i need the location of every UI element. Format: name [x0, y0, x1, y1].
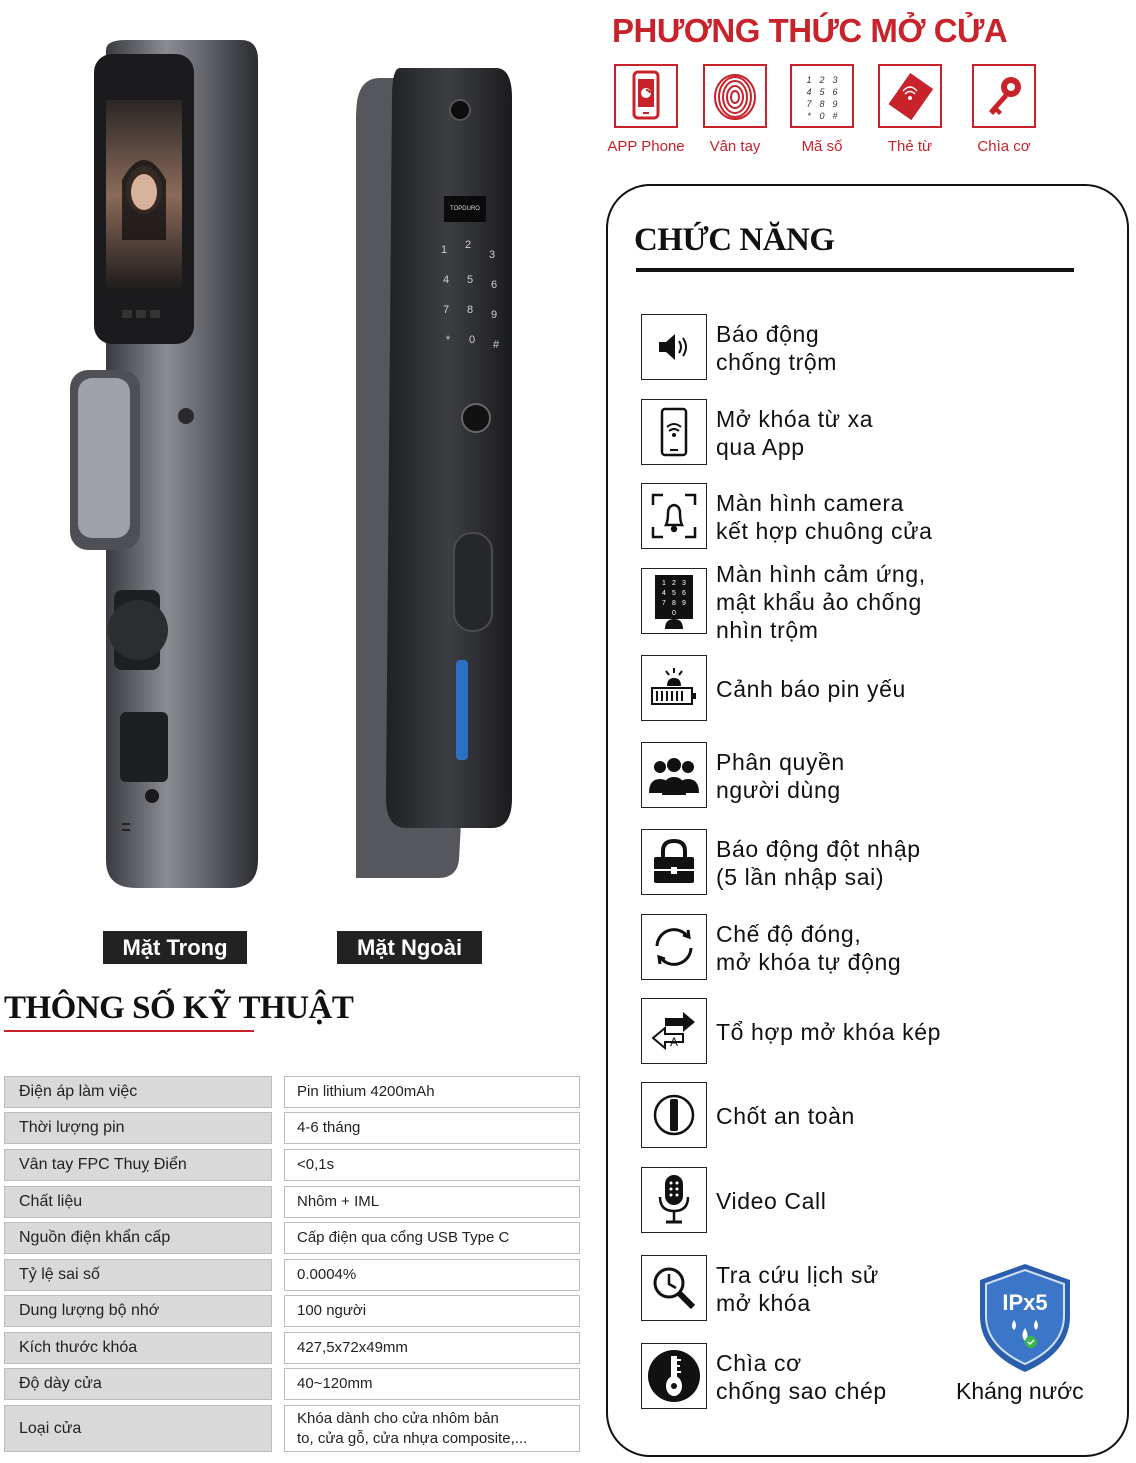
method-label: Mã số [801, 138, 843, 155]
svg-text:5: 5 [819, 87, 825, 97]
feature-item [641, 1082, 1081, 1150]
spec-value: 4-6 tháng [284, 1112, 580, 1144]
bell-camera-icon [641, 483, 707, 549]
feature-label: Chốt an toàn [716, 1103, 855, 1129]
spec-value: Pin lithium 4200mAh [284, 1076, 580, 1108]
feature-item [641, 561, 1081, 643]
users-icon [641, 742, 707, 808]
svg-text:#: # [492, 339, 500, 351]
method-app-phone [602, 64, 690, 155]
features-title: CHỨC NĂNG [634, 222, 835, 258]
badge-label: Kháng nước [956, 1378, 1084, 1404]
svg-text:4: 4 [662, 590, 666, 597]
spec-key: Độ dày cửa [4, 1368, 272, 1400]
spec-row [4, 1222, 580, 1254]
feature-item [641, 314, 1081, 382]
spec-row [4, 1405, 580, 1452]
spec-key: Vân tay FPC Thuỵ Điển [4, 1149, 272, 1181]
feature-item [641, 1167, 1081, 1235]
spec-row [4, 1259, 580, 1291]
dual-unlock-icon [641, 998, 707, 1064]
svg-text:2: 2 [464, 239, 472, 251]
svg-text:4: 4 [806, 87, 812, 97]
spec-value: 427,5x72x49mm [284, 1332, 580, 1364]
spec-row [4, 1332, 580, 1364]
anti-copy-key-icon [641, 1343, 707, 1409]
spec-value: Khóa dành cho cửa nhôm bản to, cửa gỗ, cửa nhựa composite,... [284, 1405, 580, 1452]
spec-key: Chất liệu [4, 1186, 272, 1218]
svg-text:*: * [807, 111, 811, 121]
spec-key: Loại cửa [4, 1405, 272, 1452]
svg-text:0: 0 [819, 111, 825, 121]
svg-text:7: 7 [662, 600, 666, 607]
spec-value: 40~120mm [284, 1368, 580, 1400]
svg-text:0: 0 [672, 610, 676, 617]
feature-label: Màn hình cảm ứng, mật khẩu ảo chống nhìn trộm [716, 561, 926, 643]
spec-row [4, 1149, 580, 1181]
feature-label: Video Call [716, 1188, 827, 1214]
spec-key: Thời lượng pin [4, 1112, 272, 1144]
phone-app-icon [614, 64, 678, 128]
inside-caption: Mặt Trong [103, 931, 247, 964]
spec-key: Tỷ lệ sai số [4, 1259, 272, 1291]
feature-item [641, 914, 1081, 982]
svg-text:8: 8 [466, 304, 474, 316]
lock-screen-text: TOPDURO [450, 206, 480, 212]
method-card [866, 64, 954, 155]
feature-label: Báo động đột nhập (5 lần nhập sai) [716, 836, 921, 890]
microphone-icon [641, 1167, 707, 1233]
method-label: APP Phone [607, 138, 685, 155]
auto-cycle-icon [641, 914, 707, 980]
spec-value: 100 người [284, 1295, 580, 1327]
spec-row [4, 1076, 580, 1108]
svg-text:1: 1 [440, 244, 448, 256]
spec-row [4, 1295, 580, 1327]
feature-label: Màn hình camera kết hợp chuông cửa [716, 490, 933, 544]
feature-item [641, 998, 1081, 1066]
feature-label: Báo động chống trộm [716, 321, 838, 375]
spec-value: Nhôm + IML [284, 1186, 580, 1218]
touch-keypad-icon [641, 568, 707, 634]
svg-text:*: * [445, 334, 451, 346]
spec-key: Điện áp làm việc [4, 1076, 272, 1108]
svg-text:#: # [832, 111, 838, 121]
feature-label: Chìa cơ chống sao chép [716, 1350, 887, 1404]
svg-text:9: 9 [832, 99, 838, 109]
svg-text:8: 8 [819, 99, 825, 109]
method-label: Chìa cơ [977, 138, 1031, 155]
safety-latch-icon [641, 1082, 707, 1148]
method-passcode [778, 64, 866, 155]
feature-item [641, 829, 1081, 897]
specs-divider [4, 1030, 254, 1032]
low-battery-icon [641, 655, 707, 721]
specs-title: THÔNG SỐ KỸ THUẬT [4, 990, 354, 1026]
svg-text:9: 9 [682, 600, 686, 607]
lock-alarm-icon [641, 829, 707, 895]
svg-text:5: 5 [466, 274, 474, 286]
phone-wifi-icon [641, 399, 707, 465]
svg-text:A: A [669, 1035, 679, 1049]
feature-item [641, 742, 1081, 810]
opening-methods-title: PHƯƠNG THỨC MỞ CỬA [612, 12, 1008, 49]
svg-text:3: 3 [682, 580, 686, 587]
spec-key: Nguồn điện khẩn cấp [4, 1222, 272, 1254]
svg-text:7: 7 [442, 304, 450, 316]
feature-label: Cảnh báo pin yếu [716, 676, 906, 702]
method-key [960, 64, 1048, 155]
svg-text:6: 6 [832, 87, 838, 97]
svg-text:8: 8 [672, 600, 676, 607]
lock-inside-image [66, 40, 266, 895]
spec-value: <0,1s [284, 1149, 580, 1181]
fingerprint-icon [703, 64, 767, 128]
lock-outside-image [356, 38, 516, 893]
spec-row [4, 1368, 580, 1400]
method-label: Thẻ từ [887, 138, 933, 155]
spec-row [4, 1186, 580, 1218]
method-label: Vân tay [709, 138, 761, 155]
svg-text:7: 7 [806, 99, 812, 109]
features-divider [636, 268, 1074, 272]
keypad-icon [790, 64, 854, 128]
svg-text:3: 3 [488, 249, 496, 261]
speaker-icon [641, 314, 707, 380]
feature-label: Chế độ đóng, mở khóa tự động [716, 921, 902, 975]
feature-label: Mở khóa từ xa qua App [716, 406, 874, 460]
feature-item [641, 483, 1081, 551]
svg-text:6: 6 [682, 590, 686, 597]
ipx5-code: IPx5 [1002, 1290, 1048, 1315]
rfid-card-icon [878, 64, 942, 128]
spec-value: 0.0004% [284, 1259, 580, 1291]
svg-text:0: 0 [468, 334, 476, 346]
ipx5-badge [976, 1262, 1074, 1379]
svg-text:2: 2 [672, 580, 676, 587]
feature-label: Tổ hợp mở khóa kép [716, 1019, 942, 1045]
feature-label: Tra cứu lịch sử mở khóa [716, 1262, 879, 1316]
svg-text:4: 4 [442, 274, 450, 286]
feature-item [641, 655, 1081, 723]
svg-text:3: 3 [832, 75, 838, 85]
svg-text:1: 1 [806, 75, 812, 85]
method-fingerprint [691, 64, 779, 155]
feature-label: Phân quyền người dùng [716, 749, 845, 803]
svg-text:6: 6 [490, 279, 498, 291]
svg-text:2: 2 [819, 75, 825, 85]
svg-text:9: 9 [490, 309, 498, 321]
outside-caption: Mặt Ngoài [337, 931, 482, 964]
key-icon [972, 64, 1036, 128]
history-search-icon [641, 1255, 707, 1321]
spec-row [4, 1112, 580, 1144]
svg-text:1: 1 [662, 580, 666, 587]
svg-text:5: 5 [672, 590, 676, 597]
spec-key: Dung lượng bộ nhớ [4, 1295, 272, 1327]
spec-value: Cấp điện qua cổng USB Type C [284, 1222, 580, 1254]
feature-item [641, 399, 1081, 467]
spec-key: Kích thước khóa [4, 1332, 272, 1364]
